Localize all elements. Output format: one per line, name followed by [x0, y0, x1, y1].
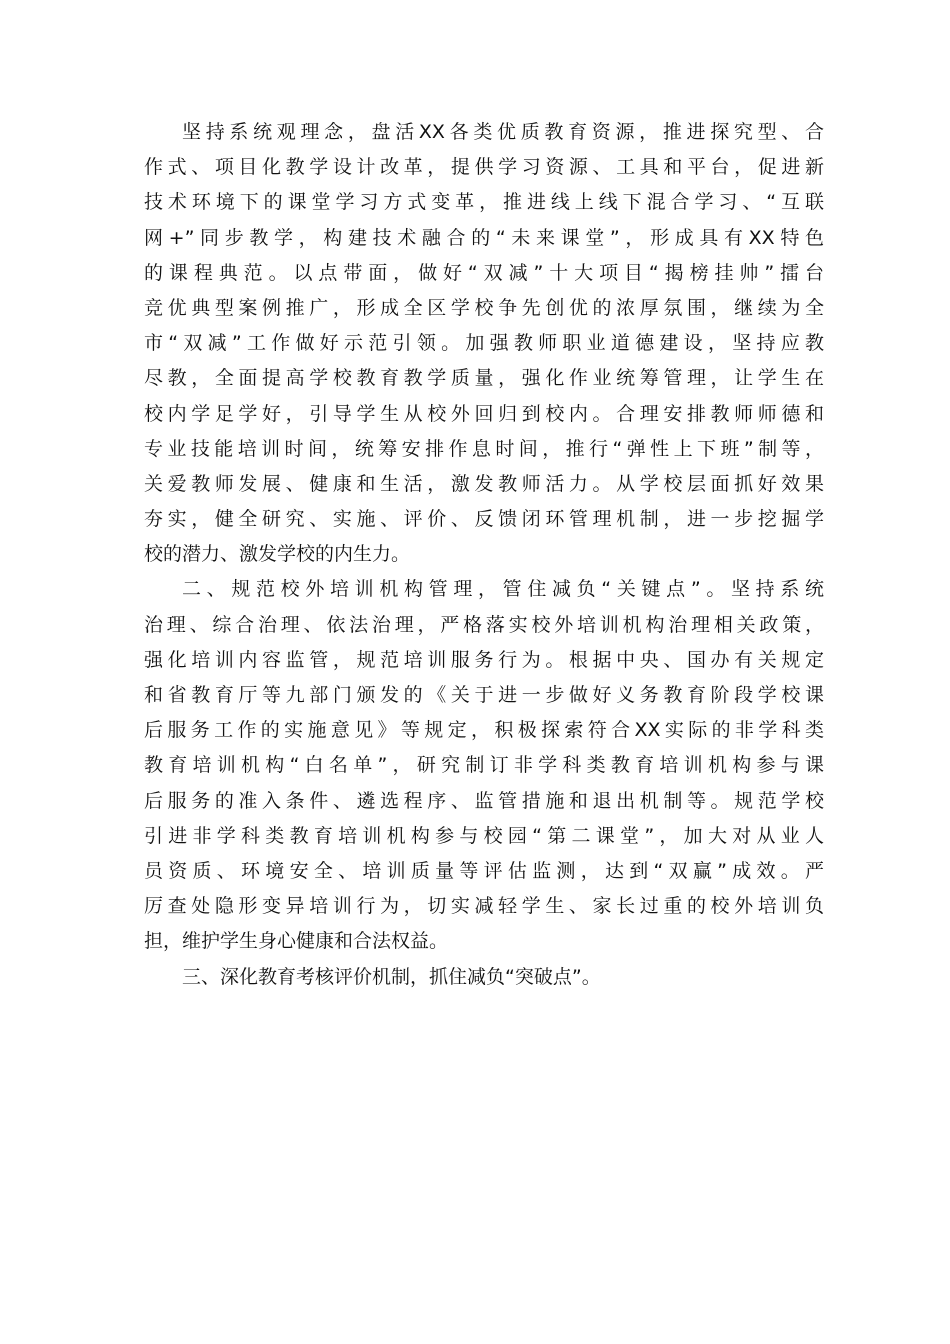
text-line: 厉查处隐形变异培训行为，切实减轻学生、家长过重的校外培训负: [144, 895, 824, 918]
text-line: 市“双减”工作做好示范引领。加强教师职业道德建设，坚持应教: [144, 332, 824, 355]
text-line: 三、深化教育考核评价机制，抓住减负“突破点”。: [182, 965, 601, 988]
text-line: 教育培训机构“白名单”，研究制订非学科类教育培训机构参与课: [144, 754, 824, 777]
document-body: [144, 115, 824, 995]
paragraph-3: [144, 960, 824, 995]
paragraph-1: [144, 115, 824, 572]
text-line: 尽教，全面提高学校教育教学质量，强化作业统筹管理，让学生在: [144, 367, 824, 390]
text-line: 后服务的准入条件、遴选程序、监管措施和退出机制等。规范学校: [144, 789, 824, 812]
text-line: 的课程典范。以点带面，做好“双减”十大项目“揭榜挂帅”擂台: [144, 261, 824, 284]
text-line: 技术环境下的课堂学习方式变革，推进线上线下混合学习、“互联: [144, 191, 824, 214]
text-line: 作式、项目化教学设计改革，提供学习资源、工具和平台，促进新: [144, 156, 824, 179]
paragraph-2: [144, 572, 824, 959]
text-line: 二、规范校外培训机构管理，管住减负“关键点”。坚持系统: [182, 578, 824, 601]
text-line: 员资质、环境安全、培训质量等评估监测，达到“双赢”成效。严: [144, 859, 824, 882]
text-line: 坚持系统观理念，盘活XX各类优质教育资源，推进探究型、合: [182, 121, 824, 143]
text-line: 校内学足学好，引导学生从校外回归到校内。合理安排教师师德和: [144, 402, 824, 425]
text-line: 竞优典型案例推广，形成全区学校争先创优的浓厚氛围，继续为全: [144, 296, 824, 319]
text-line: 校的潜力、激发学校的内生力。: [144, 543, 411, 566]
text-line: 夯实，健全研究、实施、评价、反馈闭环管理机制，进一步挖掘学: [144, 508, 824, 531]
text-line: 和省教育厅等九部门颁发的《关于进一步做好义务教育阶段学校课: [144, 684, 824, 706]
text-line: 担，维护学生身心健康和合法权益。: [144, 930, 449, 953]
text-line: 引进非学科类教育培训机构参与校园“第二课堂”，加大对从业人: [144, 824, 824, 847]
text-line: 后服务工作的实施意见》等规定，积极探索符合XX实际的非学科类: [144, 719, 824, 742]
text-line: 强化培训内容监管，规范培训服务行为。根据中央、国办有关规定: [144, 648, 824, 671]
text-line: 治理、综合治理、依法治理，严格落实校外培训机构治理相关政策，: [144, 613, 824, 636]
text-line: 关爱教师发展、健康和生活，激发教师活力。从学校层面抓好效果: [144, 472, 824, 495]
text-line: 专业技能培训时间，统筹安排作息时间，推行“弹性上下班”制等，: [144, 437, 824, 460]
text-line: 网+”同步教学，构建技术融合的“未来课堂”，形成具有XX特色: [144, 226, 824, 249]
